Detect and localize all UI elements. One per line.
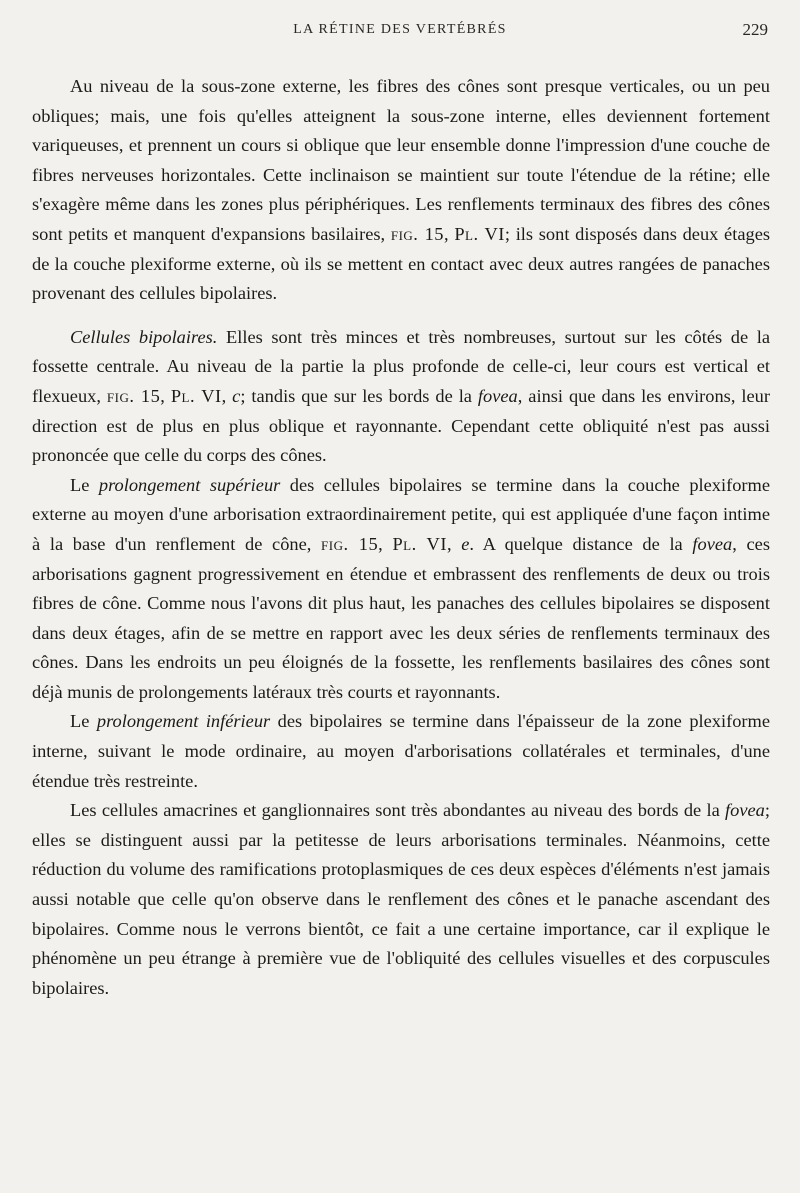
plate-reference: Pl. VI	[170, 385, 222, 406]
plate-reference: Pl. VI	[454, 223, 505, 244]
paragraph-bipolar-cells: Cellules bipolaires. Elles sont très minces et très nombreuses, surtout sur les côtés de la fossette centrale. Au niveau de la partie la plus profonde de celle-ci, leur cours est vertical et flexueux, fig. 15, Pl. VI, c; tandis que sur les bords de la fovea, ainsi que dans les environs, leur direction est de plus en plus oblique et rayonnante. Cependant cette obliquité n'est pas aussi prononcée que celle du corps des cônes.	[32, 326, 771, 466]
page-number: 229	[742, 20, 768, 39]
figure-reference: fig. 15	[321, 533, 379, 554]
section-lead: Cellules bipolaires.	[70, 326, 218, 347]
figure-reference: fig. 15	[106, 385, 161, 406]
figure-letter: e	[461, 533, 470, 554]
paragraph-amacrine-ganglion: Les cellules amacrines et ganglionnaires sont très abondantes au niveau des bords de la fovea; elles se distinguent aussi par la petitesse de leurs arborisations terminales. Néanmoins, cette réduction du volume des ramifications protoplasmiques de ces deux espèces d'éléments n'est jamais aussi notable que celle qu'on observe dans le renflement des cônes et le panache ascendant des bipolaires. Comme nous le verrons bientôt, ce fait a une certaine importance, car il explique le phénomène un peu étrange à première vue de l'obliquité des cellules visuelles et des corpuscules bipolaires.	[32, 800, 770, 998]
plate-reference: Pl. VI	[392, 533, 447, 554]
running-head	[32, 22, 768, 46]
figure-reference: fig. 15	[390, 223, 444, 244]
paragraph-superior-process: Le prolongement supérieur des cellules bipolaires se termine dans la couche plexiforme externe au moyen d'une arborisation extraordinairement petite, qui est appliquée d'une façon intime à la base d'un renflement de cône, fig. 15, Pl. VI, e. A quelque distance de la fovea, ces arborisations gagnent progressivement en étendue et embrassent des renflements de deux ou trois fibres de cône. Comme nous l'avons dit plus haut, les panaches des cellules bipolaires se disposent dans deux étages, afin de se mettre en rapport avec les deux séries de renflements terminaux des cônes. Dans les endroits un peu éloignés de la fossette, les renflements basilaires des cônes sont déjà munis de prolongements latéraux très courts et rayonnants.	[32, 474, 770, 702]
figure-letter: c	[232, 385, 241, 406]
paragraph-cone-fibers: Au niveau de la sous-zone externe, les fibres des cônes sont presque verticales, ou un peu obliques; mais, une fois qu'elles atteignent la sous-zone interne, elles deviennent fortement variqueuses, et prennent un cours si oblique que leur ensemble donne l'impression d'une couche de fibres nerveuses horizontales. Cette inclinaison se maintient sur toute l'étendue de la rétine; elle s'exagère même dans les zones plus périphériques. Les renflements terminaux des fibres des cônes sont petits et manquent d'expansions basilaires, fig. 15, Pl. VI; ils sont disposés dans deux étages de la couche plexiforme externe, où ils se mettent en contact avec deux autres rangées de panaches provenant des cellules bipolaires.	[32, 76, 771, 304]
running-title: LA RÉTINE DES VERTÉBRÉS	[293, 22, 507, 37]
text-body	[32, 72, 770, 1003]
paragraph-inferior-process: Le prolongement inférieur des bipolaires se termine dans l'épaisseur de la zone plexiforme interne, suivant le mode ordinaire, au moyen d'arborisations collatérales et terminales, d'une étendue très restreinte.	[32, 711, 771, 791]
